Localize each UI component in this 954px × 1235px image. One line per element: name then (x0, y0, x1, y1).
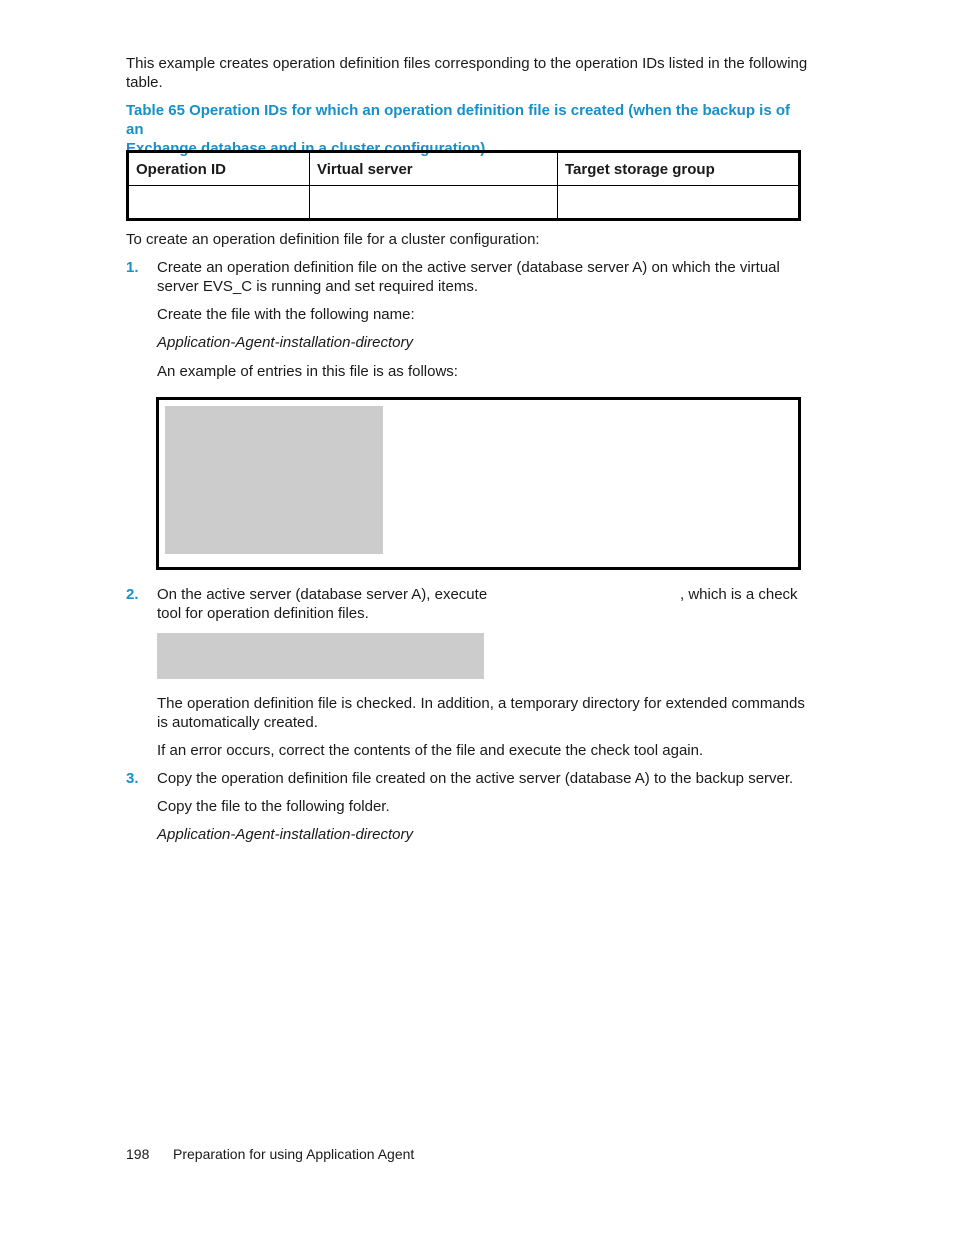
table-row (128, 186, 800, 220)
step3-folder-path: Application-Agent-installation-directory (157, 826, 413, 843)
step-number-2: 2. (126, 586, 139, 603)
step2-line1-end: , which is a check (680, 586, 798, 603)
step-number-3: 3. (126, 770, 139, 787)
page-number: 198 (126, 1146, 150, 1162)
table-header-row (128, 152, 800, 186)
step2-line2: tool for operation definition files. (157, 605, 369, 622)
step1-example-intro: An example of entries in this file is as follows: (157, 363, 458, 380)
redacted-code-block (165, 406, 383, 554)
step1-line2: server EVS_C is running and set required items. (157, 278, 478, 295)
step1-filename-intro: Create the file with the following name: (157, 306, 415, 323)
footer-title: Preparation for using Application Agent (173, 1146, 415, 1162)
operation-ids-table (126, 150, 801, 221)
table-cell (128, 186, 310, 220)
lead-paragraph: To create an operation definition file for a cluster configuration: (126, 231, 540, 248)
step2-result-line1: The operation definition file is checked. In addition, a temporary directory for extended commands (157, 695, 805, 712)
step1-line1: Create an operation definition file on the active server (database server A) on which the virtual (157, 259, 780, 276)
table-cell (558, 186, 800, 220)
header-target-storage-group: Target storage group (558, 152, 800, 186)
intro-paragraph-line2: table. (126, 74, 163, 91)
table-caption-line1: Table 65 Operation IDs for which an operation definition file is created (when the backup is of an (126, 102, 790, 138)
step3-line1: Copy the operation definition file created on the active server (database A) to the backup server. (157, 770, 794, 787)
step2-line1-start: On the active server (database server A), execute (157, 586, 488, 603)
intro-paragraph-line1: This example creates operation definition files corresponding to the operation IDs listed in the following (126, 55, 808, 72)
step2-result-line2: is automatically created. (157, 714, 318, 731)
step3-folder-intro: Copy the file to the following folder. (157, 798, 390, 815)
step1-file-path: Application-Agent-installation-directory (157, 334, 413, 351)
table-cell (310, 186, 558, 220)
table-caption-line2: Exchange database and in a cluster configuration) (126, 140, 486, 157)
header-operation-id: Operation ID (128, 152, 310, 186)
redacted-command-block (157, 633, 484, 679)
step2-error-note: If an error occurs, correct the contents of the file and execute the check tool again. (157, 742, 704, 759)
step-number-1: 1. (126, 259, 139, 276)
header-virtual-server: Virtual server (310, 152, 558, 186)
